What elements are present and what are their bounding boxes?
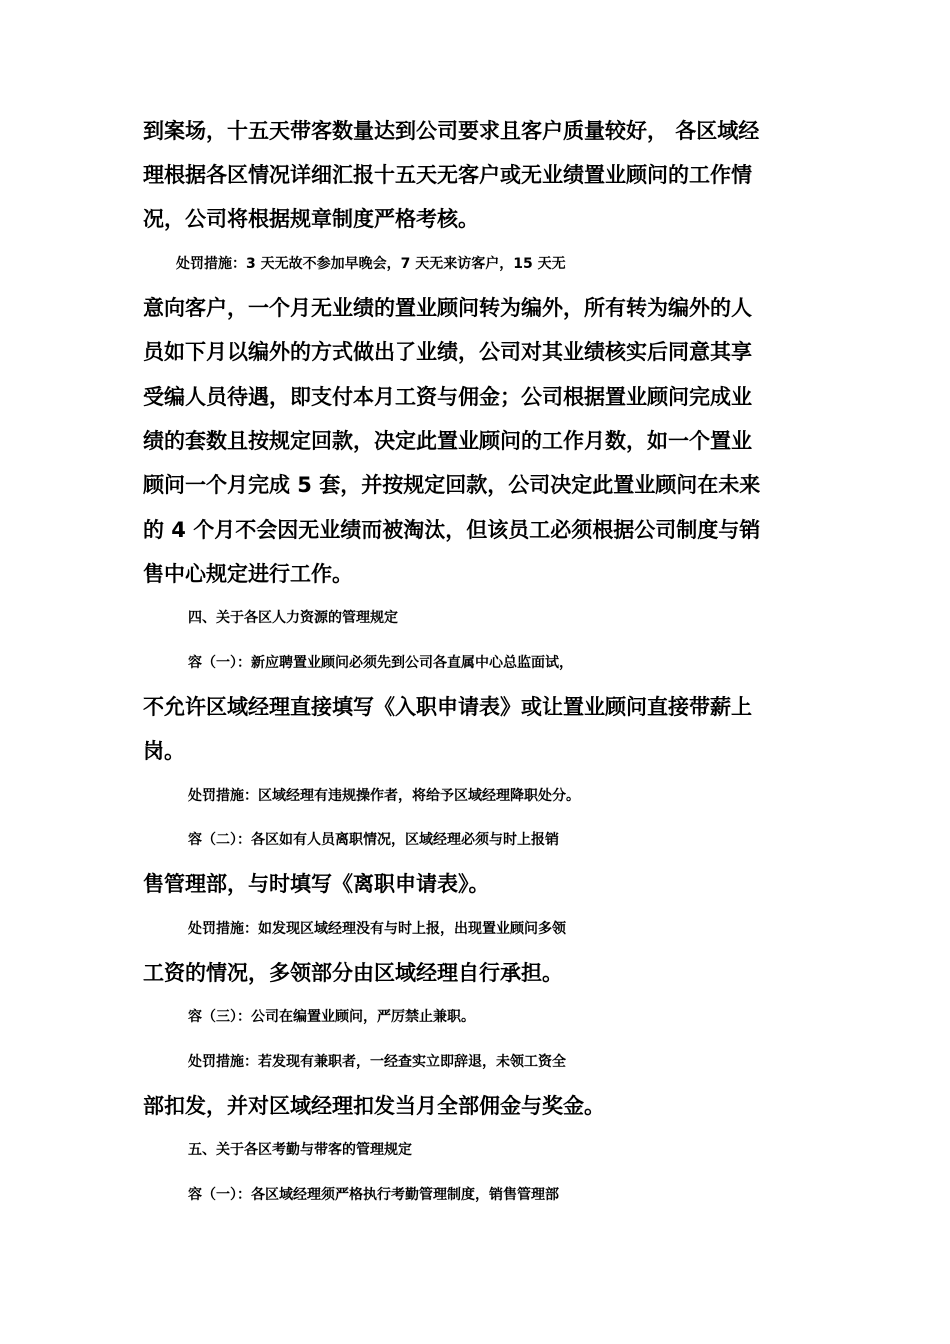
- text-line: 顾问一个月完成 5 套，并按规定回款，公司决定此置业顾问在未来: [143, 473, 761, 497]
- text-line: 处罚措施：区域经理有违规操作者，将给予区域经理降职处分。: [188, 788, 580, 804]
- section-heading: 五、关于各区考勤与带客的管理规定: [188, 1142, 412, 1158]
- text-line: 售管理部，与时填写《离职申请表》。: [143, 872, 490, 896]
- text-line: 受编人员待遇，即支付本月工资与佣金；公司根据置业顾问完成业: [143, 385, 752, 409]
- text-line: 容（三）：公司在编置业顾问，严厉禁止兼职。: [188, 1009, 475, 1025]
- text-line: 处罚措施：3 天无故不参加早晚会，7 天无来访客户，15 天无: [176, 256, 566, 272]
- text-line: 不允许区域经理直接填写《入职申请表》或让置业顾问直接带薪上: [143, 695, 752, 719]
- text-line: 理根据各区情况详细汇报十五天无客户或无业绩置业顾问的工作情: [143, 163, 752, 187]
- text-line: 绩的套数且按规定回款，决定此置业顾问的工作月数，如一个置业: [143, 429, 752, 453]
- text-line: 意向客户，一个月无业绩的置业顾问转为编外，所有转为编外的人: [143, 296, 752, 320]
- section-heading: 四、关于各区人力资源的管理规定: [188, 610, 398, 626]
- text-line: 的 4 个月不会因无业绩而被淘汰，但该员工必须根据公司制度与销: [143, 518, 761, 542]
- text-line: 部扣发，并对区域经理扣发当月全部佣金与奖金。: [143, 1094, 605, 1118]
- text-line: 处罚措施：若发现有兼职者，一经查实立即辞退，未领工资全: [188, 1054, 566, 1070]
- text-line: 容（二）：各区如有人员离职情况，区域经理必须与时上报销: [188, 832, 559, 848]
- text-line: 售中心规定进行工作。: [143, 562, 353, 586]
- text-line: 容（一）：各区域经理须严格执行考勤管理制度，销售管理部: [188, 1187, 559, 1203]
- text-line: 容（一）：新应聘置业顾问必须先到公司各直属中心总监面试，: [188, 655, 573, 671]
- text-line: 员如下月以编外的方式做出了业绩，公司对其业绩核实后同意其享: [143, 340, 752, 364]
- text-line: 岗。: [143, 739, 185, 763]
- text-line: 到案场，十五天带客数量达到公司要求且客户质量较好， 各区域经: [143, 119, 760, 143]
- text-line: 处罚措施：如发现区域经理没有与时上报，出现置业顾问多领: [188, 921, 566, 937]
- text-line: 工资的情况，多领部分由区域经理自行承担。: [143, 961, 563, 985]
- text-line: 况，公司将根据规章制度严格考核。: [143, 207, 479, 231]
